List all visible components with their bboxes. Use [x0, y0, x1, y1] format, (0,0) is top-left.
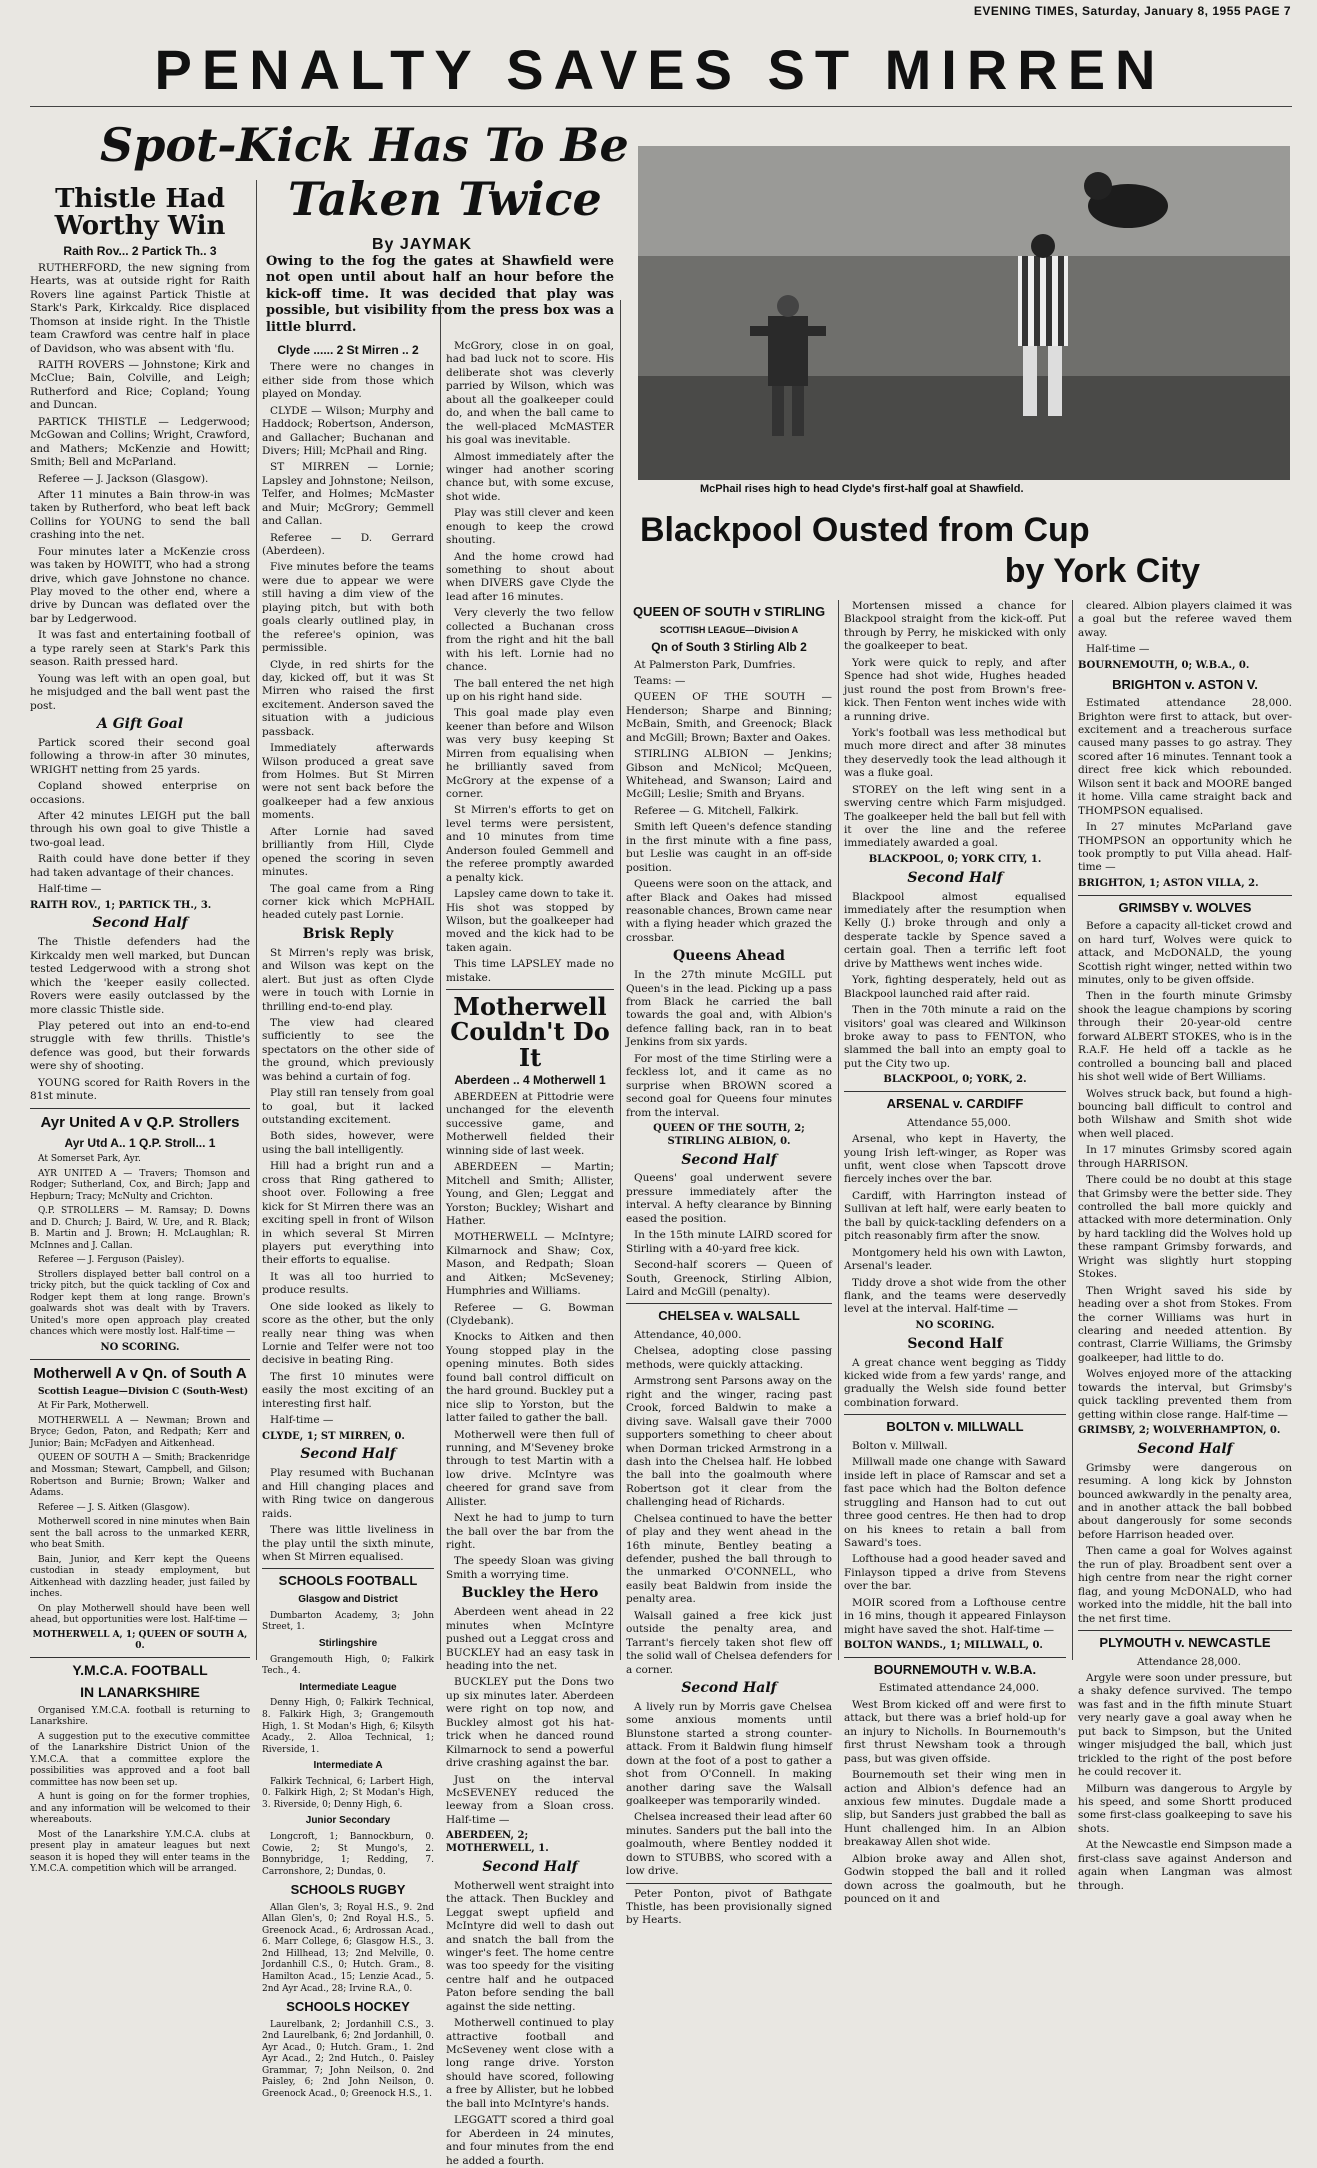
clyde-p1: There were no changes in either side from those which played on Monday. — [262, 361, 434, 401]
clyde-p17: The first 10 minutes were easily the most exciting of an interesting first half. — [262, 1370, 434, 1410]
bournemouth-p2: Bournemouth set their wing men in action and Albion's defence had an anxious few minutes. Dugdale made a slip, but Sanders just grabbed the ball as Hunt challenged him. In an Albion breakaway Allen shot wide. — [844, 1769, 1066, 1849]
motherwell-a-p1: MOTHERWELL A — Newman; Brown and Bryce; Gedon, Paton, and Redpath; Kerr and Junior; Bain; McFadyen and Aitkenhead. — [30, 1415, 250, 1449]
schools-rugby-headline: SCHOOLS RUGBY — [290, 1882, 406, 1898]
schools-r1: Dumbarton Academy, 3; John Street, 1. — [262, 1610, 434, 1633]
subheadline-line-2: Taken Twice — [288, 172, 602, 226]
chelsea-p3: Chelsea continued to have the better of play and they went ahead in the 16th minute, Bentley beating a defender, pushed the ball through to the unmarked O'CONNELL, who easily beat Baldwin from inside the penalty area. — [626, 1512, 832, 1606]
arsenal-p2: Cardiff, with Harrington instead of Sullivan at left half, were early beaten to the ball by quick-tackling defenders on a pitch reasonably firm after the snow. — [844, 1189, 1066, 1243]
plymouth-headline: PLYMOUTH v. NEWCASTLE — [1099, 1634, 1271, 1650]
queens-p3: Referee — G. Mitchell, Falkirk. — [634, 804, 799, 817]
ayr-headline: Ayr United A v Q.P. Strollers — [40, 1113, 240, 1131]
motherwell-p1: ABERDEEN at Pittodrie were unchanged for the eleventh successive game, and Motherwell fielded their winning side of last week. — [446, 1091, 614, 1157]
clyde-p6: Clyde, in red shirts for the day, kicked off, but it was St Mirren who raised the first excitement. Anderson saved the situation with a judicious passback. — [262, 658, 434, 738]
motherwell-a-p2: QUEEN OF SOUTH A — Smith; Brackenridge and Mossman; Stewart, Campbell, and Gilson; Robertson and Burnie; Brown; Walker and Adams. — [30, 1453, 250, 1499]
schools-r4: Falkirk Technical, 6; Larbert High, 0. Falkirk High, 2; St Modan's High, 3. Riverside, 0; Denny High, 6. — [262, 1776, 434, 1810]
plymouth-p2: Milburn was dangerous to Argyle by his speed, and some Shortt produced some first-class goalkeeping to save his shots. — [1078, 1782, 1292, 1835]
motherwell-p5: Knocks to Aitken and then Young stopped play in the opening minutes. Both sides found ball control difficult on the hard ground. Buckley put a nice slip to Yorston, but the latter failed to gather the ball. — [446, 1331, 614, 1425]
queens-p6: In the 27th minute McGILL put Queen's in the lead. Picking up a pass from Black he carried the ball towards the goal and, with Albion's defence falling back, ran in to beat Jenkins from six yards. — [626, 969, 832, 1049]
grimsby-p4: In 17 minutes Grimsby scored again through HARRISON. — [1078, 1144, 1292, 1170]
thistle-sub-gift-goal: A Gift Goal — [96, 715, 184, 732]
plymouth-p3: At the Newcastle end Simpson made a first-class save against Anderson and again when Langman was almost through. — [1078, 1839, 1292, 1892]
clyde-p4: Referee — D. Gerrard (Aberdeen). — [262, 531, 434, 558]
queens-p10: Second-half scorers — Queen of South, Greenock, Stirling Albion, Laird and McGill (penalty). — [626, 1259, 832, 1298]
bournemouth-p3: Albion broke away and Allen shot, Godwin stopped the ball and it rolled down across the goalmouth, but he pounced on it and — [844, 1852, 1066, 1905]
chelsea-att: Attendance, 40,000. — [634, 1329, 742, 1342]
schools-sub-intermediate: Intermediate League — [299, 1681, 397, 1693]
photo-caption: McPhail rises high to head Clyde's first-half goal at Shawfield. — [700, 483, 1024, 495]
chelsea-p4: Walsall gained a free kick just outside the penalty area, and Tarrant's fiercely taken shot flew off the solid wall of Chelsea defenders for a corner. — [626, 1609, 832, 1676]
chelsea-p5: A lively run by Morris gave Chelsea some anxious moments until Blunstone started a strong counter-attack. From it Baldwin flung himself down at the foot of a post to gather a shot from O'Connell. In making another daring save the Walsall goalkeeper was temporarily winded. — [626, 1700, 832, 1807]
queens-sub-ahead: Queens Ahead — [673, 948, 785, 965]
match-photo — [638, 146, 1290, 480]
bournemouth-headline: BOURNEMOUTH v. W.B.A. — [873, 1661, 1037, 1677]
bournemouth-att: Estimated attendance 24,000. — [878, 1682, 1040, 1695]
clyde-p10: St Mirren's reply was brisk, and Wilson was kept on the alert. But just as often Clyde were in touch with Lornie in thrilling end-to-end play. — [262, 946, 434, 1013]
york-p3: York's football was less methodical but much more direct and after 38 minutes they deservedly took the lead although it was a fluke goal. — [844, 726, 1066, 780]
clyde-cont-p7: This goal made play even keener than before and Wilson was very busy keeping St Mirren from equalising when he brilliantly saved from McGrory at the expense of a corner. — [446, 707, 614, 800]
clyde-p5: Five minutes before the teams were due to appear we were still having a dim view of the playing pitch, but with both goals clearly outlined play, in the referee's opinion, was permissible. — [262, 561, 434, 655]
york-ft-score: BLACKPOOL, 0; YORK, 2. — [883, 1074, 1027, 1086]
motherwell-p9: Aberdeen went ahead in 22 minutes when McIntyre pushed out a Leggat cross and BUCKLEY had an easy task in heading into the net. — [446, 1606, 614, 1673]
clyde-p14: Hill had a bright run and a cross that Ring gathered to shoot over. Following a free kick for St Mirren there was an exciting spell in front of Wilson in which several St Mirren players put everything into their efforts to equalise. — [262, 1160, 434, 1267]
bolton-p1: Bolton v. Millwall. — [852, 1439, 948, 1452]
plymouth-att: Attendance 28,000. — [1136, 1655, 1242, 1668]
queens-venue: At Palmerston Park, Dumfries. — [634, 658, 796, 671]
schools-r3: Denny High, 0; Falkirk Technical, 8. Falkirk High, 3; Grangemouth High, 1. St Modan's High, 6; Kilsyth Acady., 2. Alloa Technical, 1; Riverside, 1. — [262, 1698, 434, 1755]
bolton-p2: Millwall made one change with Saward inside left in place of Ramscar and set a fast pace which had the Bolton defence struggling and Hanson had to cut out three good centres. He then had to drop on his knees to retain a ball from Saward's toes. — [844, 1456, 1066, 1549]
queens-score: Qn of South 3 Stirling Alb 2 — [651, 640, 807, 655]
motherwell-p10: BUCKLEY put the Dons two up six minutes later. Aberdeen were right on top now, and Buckley almost got his hat-trick when he danced round Kilmarnock to send a powerful drive crashing against the bar. — [446, 1676, 614, 1770]
lead-paragraph: Owing to the fog the gates at Shawfield were not open until about half an hour before the kick-off time. It was decided that play was possible, but visibility from the press box was a little blurrd. — [266, 254, 614, 335]
york-p6: York, fighting desperately, held out as Blackpool launched raid after raid. — [844, 974, 1066, 1000]
clyde-sub-second-half: Second Half — [300, 1446, 396, 1463]
schools-r7: Laurelbank, 2; Jordanhill C.S., 3. 2nd Laurelbank, 6; 2nd Jordanhill, 0. Ayr Acad., 0; Hutch. Gram., 1. 2nd Ayr Acad., 2; 2nd Hutch., 0. Paisley Grammar, 7; John Neilson, 0. 2nd Paisley, 6; 2nd John Neilson, 0. Greenock Acad., 0; Greenock H.S., 1. — [262, 2019, 434, 2099]
brighton-ht-score: BRIGHTON, 1; ASTON VILLA, 2. — [1078, 877, 1259, 889]
queens-headline: QUEEN OF SOUTH v STIRLING — [632, 604, 826, 619]
motherwell-p12: Motherwell went straight into the attack. Then Buckley and Leggat swept upfield and McIntyre did well to dash out and snatch the ball from the winger's feet. The home centre was too speedy for the visiting centre half and he outpaced Paton before sending the ball against the side netting. — [446, 1879, 615, 2013]
clyde-p7: Immediately afterwards Wilson produced a great save from Holmes. But St Mirren were not sent back before the goalkeeper had a few anxious moments. — [262, 742, 434, 822]
column-thistle — [30, 184, 250, 1875]
chelsea-p2: Armstrong sent Parsons away on the right and the winger, racing past Crook, forced Baldwin to make a diving save. Walsall gave their 7000 supporters something to cheer about when Dorman tricked Armstrong in a dash into the Chelsea half. He lobbed the ball into the goalmouth where Robertson got it clear from the challenging head of Richards. — [626, 1375, 832, 1509]
clyde-p2: CLYDE — Wilson; Murphy and Haddock; Robertson, Anderson, and Gallacher; Buchanan and Divers; Hill; McPhail and Ring. — [262, 404, 434, 457]
grimsby-p6: Then Wright saved his side by heading over a shot from Stokes. From the corner Williams was hurt in clearing and needed attention. By contrast, Clarrie Williams, the Grimsby goalkeeper, had little to do. — [1078, 1284, 1292, 1364]
clyde-p13: Both sides, however, were using the ball intelligently. — [262, 1130, 434, 1156]
motherwell-a-p5: Bain, Junior, and Kerr kept the Queens custodian in steady employment, but Aitkenhead with dazzling header, just failed by inches. — [30, 1554, 250, 1600]
queens-sub: SCOTTISH LEAGUE—Division A — [659, 624, 799, 635]
queens-p1: QUEEN OF THE SOUTH — Henderson; Sharpe and Binning; McBain, Smith, and Greenock; Black and McGill; Brown; Baxter and Oakes. — [626, 691, 832, 744]
thistle-headline-2: Worthy Win — [54, 211, 226, 242]
clyde-p18: Play resumed with Buchanan and Hill changing places and with Ring twice on dangerous raids. — [262, 1467, 434, 1520]
ymca-p1: Organised Y.M.C.A. football is returning to Lanarkshire. — [30, 1705, 250, 1728]
motherwell-p8: The speedy Sloan was giving Smith a worrying time. — [446, 1555, 614, 1581]
clyde-ht-score: CLYDE, 1; ST MIRREN, 0. — [262, 1430, 405, 1442]
schools-r6: Allan Glen's, 3; Royal H.S., 9. 2nd Allan Glen's, 0; 2nd Royal H.S., 5. Greenock Acad., 6; Ardrossan Acad., 6. Marr College, 6; Glasgow H.S., 3. 2nd Hillhead, 13; 2nd Melville, 0. Jordanhill C.S., 0; Hutch. Gram., 8. Hamilton Acad., 15; Lenzie Acad., 5. 2nd Ayr Acad., 28; Irvine R.A., 0. — [262, 1902, 434, 1994]
york-p1: Mortensen missed a chance for Blackpool straight from the kick-off. Put through by Perry, he miskicked with only the goalkeeper to beat. — [844, 600, 1066, 653]
arsenal-p5: A great chance went begging as Tiddy kicked wide from a few yards' range, and gradually the Welsh side found better combination forward. — [844, 1356, 1066, 1409]
chelsea-p1: Chelsea, adopting close passing methods, were quickly attacking. — [626, 1345, 832, 1371]
motherwell-a-headline: Motherwell A v Qn. of South A — [33, 1364, 247, 1382]
clyde-p15: It was all too hurried to produce results. — [262, 1270, 434, 1297]
grimsby-p9: Then came a goal for Wolves against the run of play. Broadbent sent over a high centre from near the right corner flag, and young McDONALD, who had worked into the middle, hit the ball into the net first time. — [1078, 1545, 1292, 1625]
thistle-sub-second-half: Second Half — [92, 915, 188, 932]
clyde-cont-p5: Very cleverly the two fellow collected a Buchanan cross from the right and hit the ball with his left. Lornie had no chance. — [446, 607, 614, 674]
brighton-ht: Half-time — — [1086, 643, 1150, 656]
motherwell-a-ht: MOTHERWELL A, 1; QUEEN OF SOUTH A, 0. — [32, 1629, 248, 1652]
motherwell-p11: Just on the interval McSEVENEY reduced the leeway from a Sloan cross. Half-time — — [446, 1773, 614, 1826]
thistle-p5: After 11 minutes a Bain throw-in was taken by Rutherford, who beat left back Collins for YOUNG to send the ball crashing into the net. — [30, 488, 250, 542]
ayr-p3: Referee — J. Ferguson (Paisley). — [38, 1255, 185, 1266]
queens-p8: Queens' goal underwent severe pressure immediately after the interval. A hefty clearance by Binning eased the position. — [626, 1172, 832, 1225]
grimsby-p5: There could be no doubt at this stage that Grimsby were the better side. They controlled the ball more quickly and attacked with more determination. Only by hard tackling did the Wolves hold up these rampant Grimsby forwards, and Wright was slightly hurt stopping Stokes. — [1078, 1174, 1292, 1281]
grimsby-ht-score: GRIMSBY, 2; WOLVERHAMPTON, 0. — [1078, 1425, 1281, 1437]
column-clyde — [262, 340, 434, 2099]
grimsby-p7: Wolves enjoyed more of the attacking towards the interval, but Grimsby's quick tackling prevented them from getting within close range. Half-time — — [1078, 1368, 1292, 1421]
page-headline: PENALTY SAVES ST MIRREN — [154, 38, 1166, 101]
queens-p9: In the 15th minute LAIRD scored for Stirling with a 40-yard free kick. — [626, 1229, 832, 1255]
ymca-p2: A suggestion put to the executive committee of the Lanarkshire District Union of the Y.M.C.A. that a committee explore the possibilities was approved and a foot ball committee has now been set up. — [30, 1731, 250, 1788]
clyde-halftime: Half-time — — [270, 1414, 334, 1427]
thistle-p6: Four minutes later a McKenzie cross was taken by HOWITT, who had a strong drive, which gave Johnstone no chance. Play moved to the other end, where a drive by Duncan was deflated over the bar by Ledgerwood. — [30, 545, 250, 625]
thistle-p15: YOUNG scored for Raith Rovers in the 81st minute. — [30, 1076, 250, 1103]
schools-football-headline: SCHOOLS FOOTBALL — [278, 1573, 418, 1589]
york-sub-second-half: Second Half — [907, 869, 1003, 886]
clyde-cont-p8: St Mirren's efforts to get on level terms were persistent, and 10 minutes from time Anderson fouled Gemmell and the referee promptly awarded a penalty kick. — [446, 804, 614, 884]
clyde-cont-p9: Lapsley came down to take it. His shot was stopped by Wilson, but the goalkeeper had moved and the kick had to be taken again. — [446, 888, 614, 954]
column-queens — [626, 600, 832, 1927]
bolton-ht-score: BOLTON WANDS., 1; MILLWALL, 0. — [844, 1640, 1043, 1652]
thistle-p2: RAITH ROVERS — Johnstone; Kirk and McClue; Bain, Colville, and Leigh; Rutherford and Rice; Copland; Young and Duncan. — [30, 359, 250, 412]
motherwell-a-p4: Motherwell scored in nine minutes when Bain sent the ball across to the unmarked KERR, who beat Smith. — [30, 1517, 250, 1551]
bolton-p3: Lofthouse had a good header saved and Finlayson tipped a drive from Stevens over the bar. — [844, 1553, 1066, 1593]
ayr-venue: At Somerset Park, Ayr. — [38, 1154, 141, 1165]
bournemouth-p1: West Brom kicked off and were first to attack, but there was a brief hold-up for an injury to Nicholls. In Bournemouth's first thrust Newsham took a through pass, but was given offside. — [844, 1698, 1066, 1765]
arsenal-att: Attendance 55,000. — [906, 1116, 1012, 1129]
thistle-p8: Young was left with an open goal, but he misjudged and the ball went past the post. — [30, 672, 250, 712]
arsenal-sub-second-half: Second Half — [907, 1335, 1003, 1352]
subheadline-line-1: Spot-Kick Has To Be — [100, 118, 629, 172]
byline: By JAYMAK — [372, 236, 472, 253]
bolton-headline: BOLTON v. MILLWALL — [886, 1419, 1024, 1435]
thistle-score: Raith Rov... 2 Partick Th.. 3 — [63, 243, 217, 258]
motherwell-sub-hero: Buckley the Hero — [461, 1585, 599, 1602]
photo-illustration — [638, 146, 1290, 480]
queens-p7: For most of the time Stirling were a feckless lot, and it came as no surprise when BROWN scored a second goal for Queens four minutes from the interval. — [626, 1052, 832, 1119]
motherwell-p7: Next he had to jump to turn the ball over the bar from the right. — [446, 1512, 614, 1552]
clyde-cont-p6: The ball entered the net high up on his right hand side. — [446, 677, 614, 703]
clyde-p12: Play still ran tensely from goal to goal, but it lacked outstanding excitement. — [262, 1087, 434, 1127]
ayr-p4: Strollers displayed better ball control on a tricky pitch, but the quick tackling of Cox and Rodger kept them at long range. Brown's goalwards shot was dealt with by Travers. United's more open approach play created chances which were mostly lost. Half-time — — [30, 1269, 250, 1338]
grimsby-p2: Then in the fourth minute Grimsby shook the league champions by scoring through their 20-year-old centre forward ALBERT STOKES, who is in the R.A.F. He held off a tackle as he controlled a bouncing ball and placed his shot well wide of Bert Williams. — [1078, 990, 1292, 1084]
motherwell-p2: ABERDEEN — Martin; Mitchell and Smith; Allister, Young, and Glen; Leggat and Yorston; Buckley; Wishart and Hather. — [446, 1161, 614, 1227]
brighton-p1: Estimated attendance 28,000. Brighton were first to attack, but over-excitement and a treacherous surface caused many passes to go astray. They scored after 16 minutes. Tennant took a direct free kick which rebounded. Wilson sent it back and MOORE banged it home. Villa came straight back and THOMPSON equalised. — [1078, 697, 1292, 817]
thistle-p10: Copland showed enterprise on occasions. — [30, 780, 250, 806]
thistle-halftime: Half-time — — [38, 883, 102, 896]
motherwell-p14: LEGGATT scored a third goal for Aberdeen in 24 minutes, and four minutes from the end he added a fourth. — [446, 2114, 614, 2167]
chelsea-headline: CHELSEA v. WALSALL — [658, 1308, 800, 1324]
queens-sub-second-half: Second Half — [681, 1151, 777, 1168]
ayr-ht: NO SCORING. — [100, 1341, 180, 1353]
brighton-p2: In 27 minutes McParland gave THOMPSON an opportunity which he took promptly to put Villa ahead. Half-time — — [1078, 821, 1292, 874]
ayr-p2: Q.P. STROLLERS — M. Ramsay; D. Downs and D. Church; J. Baird, W. Ure, and R. Black; B. Martin and J. Brown; H. McLaughlan; R. McInnes and J. Callan. — [30, 1206, 250, 1251]
grimsby-p3: Wolves struck back, but found a high-bouncing ball difficult to control and both Wilshaw and Smith shot wide when well placed. — [1078, 1087, 1292, 1140]
thistle-p7: It was fast and entertaining football of a type rarely seen at Stark's Park this season. Raith pressed hard. — [30, 629, 250, 669]
clyde-score: Clyde ...... 2 St Mirren .. 2 — [277, 343, 419, 357]
clyde-cont-p3: Play was still clever and keen enough to keep the crowd shouting. — [446, 507, 614, 547]
thistle-ht-score: RAITH ROV., 1; PARTICK TH., 3. — [30, 899, 212, 911]
bolton-p4: MOIR scored from a Lofthouse centre in 16 mins, though it appeared Finlayson might have saved the shot. Half-time — — [844, 1596, 1066, 1636]
chelsea-sub-second-half: Second Half — [681, 1679, 777, 1696]
schools-sub-stirlingshire: Stirlingshire — [318, 1637, 378, 1649]
ymca-headline-1: Y.M.C.A. FOOTBALL — [72, 1661, 208, 1678]
clyde-p8: After Lornie had saved brilliantly from Hill, Clyde opened the scoring in seven minutes. — [262, 825, 434, 879]
motherwell-a-p3: Referee — J. S. Aitken (Glasgow). — [38, 1502, 190, 1513]
clyde-p9: The goal came from a Ring corner kick which McPHAIL headed cutely past Lornie. — [262, 882, 434, 922]
brighton-p0: cleared. Albion players claimed it was a goal but the referee waved them away. — [1078, 600, 1292, 639]
chelsea-p6: Chelsea increased their lead after 60 minutes. Sanders put the ball into the goalmouth, where Bentley nodded it down to STUBBS, who scored with a low drive. — [626, 1811, 832, 1878]
column-grimsby — [1078, 600, 1292, 1892]
grimsby-sub-second-half: Second Half — [1137, 1440, 1233, 1457]
clyde-cont-p10: This time LAPSLEY made no mistake. — [446, 958, 614, 984]
queens-p5: Queens were soon on the attack, and after Black and Oakes had missed reasonable chances, Brown came near with a flying header which grazed the crossbar. — [626, 878, 832, 944]
column-york — [844, 600, 1066, 1905]
motherwell-ht-score: ABERDEEN, 2; MOTHERWELL, 1. — [446, 1830, 549, 1855]
motherwell-sub-second-half: Second Half — [482, 1858, 578, 1875]
schools-sub-junior: Junior Secondary — [305, 1815, 391, 1827]
schools-sub-glasgow: Glasgow and District — [298, 1594, 398, 1606]
plymouth-p1: Argyle were soon under pressure, but a shaky defence survived. The tempo was fast and in the fifth minute Stuart very nearly gave a goal away when he put back to Simpson, but the United winger misjudged the ball, which just trickled to the right of the post before he could recover it. — [1078, 1672, 1292, 1779]
clyde-sub-brisk-reply: Brisk Reply — [302, 925, 394, 942]
motherwell-a-venue: At Fir Park, Motherwell. — [38, 1401, 149, 1412]
grimsby-p1: Before a capacity all-ticket crowd and on hard turf, Wolves were quick to attack, and McDONALD, the young Scottish right winger, netted within two minutes, only to be given offside. — [1078, 920, 1292, 987]
column-motherwell — [446, 340, 615, 2167]
thistle-p14: Play petered out into an end-to-end struggle with few thrills. Thistle's defence was good, but their forwards were shy of shooting. — [30, 1020, 250, 1073]
masthead: EVENING TIMES, Saturday, January 8, 1955 PAGE 7 — [973, 4, 1291, 18]
thistle-headline-1: Thistle Had — [55, 184, 225, 214]
ayr-score: Ayr Utd A.. 1 Q.P. Stroll... 1 — [64, 1135, 216, 1150]
brighton-bournemouth-score: BOURNEMOUTH, 0; W.B.A., 0. — [1078, 659, 1250, 671]
york-p2: York were quick to reply, and after Spence had shot wide, Hughes headed just round the post from Brown's free-kick. Then Fenton went inches wide with a running drive. — [844, 656, 1066, 723]
york-ht-score: BLACKPOOL, 0; YORK CITY, 1. — [868, 853, 1042, 865]
york-p4: STOREY on the left wing sent in a swerving centre which Farm misjudged. The goalkeeper held the ball but fell with it over the line and the referee immediately awarded a goal. — [844, 783, 1066, 850]
arsenal-ht: NO SCORING. — [915, 1319, 995, 1331]
queens-p0: Teams: — — [634, 674, 686, 687]
ymca-p3: A hunt is going on for the former trophies, and any information will be welcomed to their whereabouts. — [30, 1792, 250, 1826]
motherwell-headline-2: Couldn't Do It — [450, 1017, 610, 1072]
clyde-cont-p1: McGrory, close in on goal, had bad luck not to score. His deliberate shot was cleverly parried by Wilson, which was about all the goalkeeper could do, and when the ball came to the well-placed McMASTER his goal was inevitable. — [446, 340, 614, 447]
ymca-p4: Most of the Lanarkshire Y.M.C.A. clubs at present play in amateur leagues but next season it is hoped they will enter teams in the Y.M.C.A. competition which will be arranged. — [30, 1829, 250, 1875]
motherwell-a-sub: Scottish League—Division C (South-West) — [38, 1386, 249, 1397]
ayr-p1: AYR UNITED A — Travers; Thomson and Rodger; Sutherland, Cox, and Birch; Japp and Hepburn; Tracy; McNulty and Crichton. — [30, 1168, 250, 1202]
clyde-p3: ST MIRREN — Lornie; Lapsley and Johnstone; Neilson, Telfer, and Holmes; McMaster and Muir; McGrory; Gemmell and Callan. — [262, 461, 434, 528]
thistle-p4: Referee — J. Jackson (Glasgow). — [38, 472, 209, 485]
clyde-p11: The view had cleared sufficiently to see the spectators on the other side of the ground, which previously was behind a curtain of fog. — [262, 1016, 434, 1083]
schools-sub-intermediate-a: Intermediate A — [313, 1760, 383, 1772]
ymca-headline-2: IN LANARKSHIRE — [80, 1683, 200, 1700]
thistle-p12: Raith could have done better if they had taken advantage of their chances. — [30, 853, 250, 879]
thistle-p3: PARTICK THISTLE — Ledgerwood; McGowan and Collins; Wright, Crawford, and Mathers; McKenzie and Howitt; Smith; Bell and McParland. — [30, 415, 250, 469]
arsenal-p4: Tiddy drove a shot wide from the other flank, and the teams were deservedly level at the interval. Half-time — — [844, 1276, 1066, 1316]
arsenal-p3: Montgomery held his own with Lawton, Arsenal's leader. — [844, 1246, 1066, 1273]
clyde-cont-p4: And the home crowd had something to shout about when DIVERS gave Clyde the lead after 16 minutes. — [446, 550, 614, 603]
york-p7: Then in the 70th minute a raid on the visitors' goal was cleared and Wilkinson broke away to pass to FENTON, who slammed the ball into an empty goal to put the City two up. — [844, 1004, 1066, 1070]
motherwell-p13: Motherwell continued to play attractive football and McSeveney went close with a long range drive. Yorston should have scored, following a free by Allister, but he lobbed the ball into McIntyre's hands. — [446, 2017, 614, 2110]
thistle-p11: After 42 minutes LEIGH put the ball through his own goal to give Thistle a two-goal lead. — [30, 810, 250, 849]
motherwell-score: Aberdeen .. 4 Motherwell 1 — [454, 1072, 606, 1087]
ponton-p1: Peter Ponton, pivot of Bathgate Thistle, has been provisionally signed by Hearts. — [626, 1887, 832, 1927]
grimsby-headline: GRIMSBY v. WOLVES — [1118, 899, 1252, 915]
arsenal-headline: ARSENAL v. CARDIFF — [886, 1096, 1024, 1112]
queens-p4: Smith left Queen's defence standing in the first minute with a fine pass, but Leslie was caught in an off-side position. — [626, 821, 832, 874]
queens-p2: STIRLING ALBION — Jenkins; Gibson and McNicol; McQueen, Whitehead, and Swanson; Laird and McGill; Leslie; Smith and Bryans. — [626, 748, 832, 801]
thistle-p13: The Thistle defenders had the Kirkcaldy men well marked, but Duncan tested Ledgerwood with a strong shot which the 'keeper easily collected. Rovers were easily outclassed by the more classic Thistle side. — [30, 936, 250, 1016]
clyde-cont-p2: Almost immediately after the winger had another scoring chance but, with some excuse, shot wide. — [446, 450, 614, 503]
schools-hockey-headline: SCHOOLS HOCKEY — [286, 1999, 410, 2015]
motherwell-p6: Motherwell were then full of running, and M'Seveney broke through to test Martin with a low drive. McIntyre was cheered for grand save from Allister. — [446, 1428, 614, 1508]
york-p5: Blackpool almost equalised immediately after the resumption when Kelly (J.) broke through and only a desperate tackle by Spence saved a certain goal. Then a terrific left foot drive by Matthews went inches wide. — [844, 890, 1066, 970]
clyde-p16: One side looked as likely to score as the other, but the only really near thing was when Lornie and Telfer were not too decisive in beating Ring. — [262, 1300, 434, 1367]
brighton-headline: BRIGHTON v. ASTON V. — [1112, 676, 1258, 692]
motherwell-p4: Referee — G. Bowman (Clydebank). — [446, 1301, 614, 1328]
schools-r2: Grangemouth High, 0; Falkirk Tech., 4. — [262, 1654, 434, 1677]
thistle-p9: Partick scored their second goal following a throw-in after 30 minutes, WRIGHT netting from 25 yards. — [30, 736, 250, 776]
thistle-p1: RUTHERFORD, the new signing from Hearts, was at outside right for Raith Rovers line against Partick Thistle at Stark's Park, Kirkcaldy. Rice displaced Thomson at inside right. In the Thistle team Crawford was centre half in place of Davidson, who was absent with 'flu. — [30, 261, 250, 355]
clyde-p19: There was little liveliness in the play until the sixth minute, when St Mirren equalised. — [262, 1524, 434, 1563]
blackpool-headline-line-1: Blackpool Ousted from Cup — [640, 511, 1090, 549]
queens-ht-score: QUEEN OF THE SOUTH, 2; STIRLING ALBION, 0. — [653, 1122, 805, 1147]
motherwell-a-p6: On play Motherwell should have been well ahead, but opportunities were lost. Half-time — — [30, 1603, 250, 1626]
motherwell-p3: MOTHERWELL — McIntyre; Kilmarnock and Shaw; Cox, Mason, and Redpath; Sloan and Aitken; McSeveney; Humphries and Williams. — [446, 1231, 614, 1298]
motherwell-headline-1: Motherwell — [453, 992, 607, 1022]
arsenal-p1: Arsenal, who kept in Haverty, the young Irish left-winger, as Roper was unfit, went close when Tapscott drove fiercely inches over the bar. — [844, 1133, 1066, 1186]
grimsby-p8: Grimsby were dangerous on resuming. A long kick by Johnston bounced awkwardly in the penalty area, and in another attack the ball bobbed about dangerously for some seconds before Harrison headed over. — [1078, 1461, 1292, 1541]
blackpool-headline — [640, 510, 1290, 592]
schools-r5: Longcroft, 1; Bannockburn, 0. Cowie, 2; St Mungo's, 2. Bonnybridge, 1; Redding, 7. Carronshore, 2; Dundas, 0. — [262, 1832, 434, 1877]
blackpool-headline-line-2: by York City — [1004, 551, 1200, 590]
